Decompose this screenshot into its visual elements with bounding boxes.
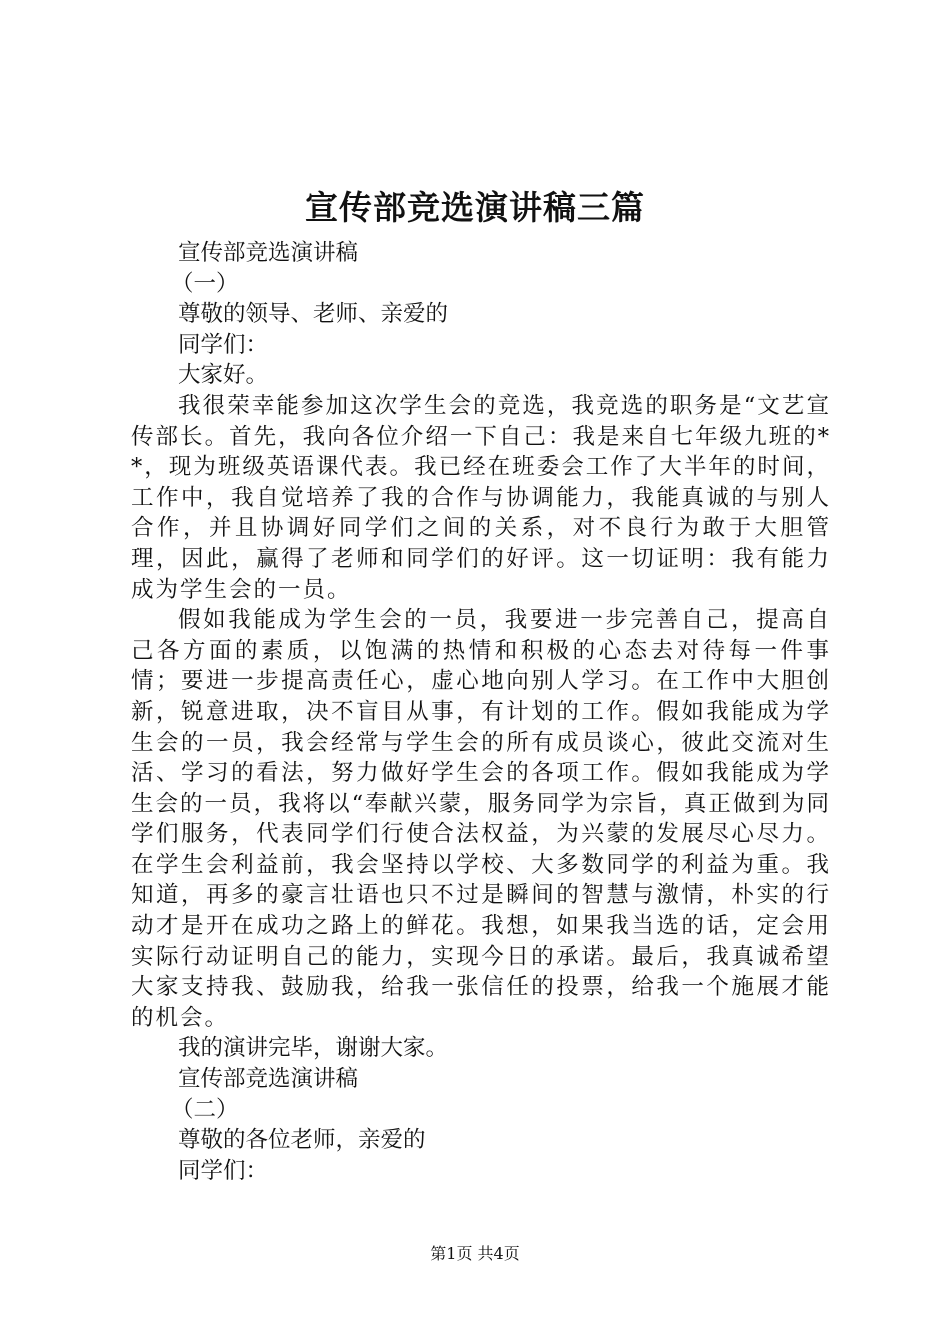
speech-number: （二） bbox=[171, 1096, 239, 1123]
document-body bbox=[131, 238, 831, 1186]
salutation-line: 同学们： bbox=[178, 331, 269, 358]
speech-heading: 宣传部竞选演讲稿 bbox=[178, 240, 359, 266]
page-number-footer: 第1页 共4页 bbox=[430, 1244, 520, 1263]
salutation-line: 尊敬的各位老师，亲爱的 bbox=[178, 1127, 426, 1154]
greeting-line: 大家好。 bbox=[178, 362, 269, 389]
speech-heading: 宣传部竞选演讲稿 bbox=[178, 1066, 359, 1093]
salutation-line: 同学们： bbox=[178, 1157, 269, 1184]
closing-line: 我的演讲完毕，谢谢大家。 bbox=[178, 1035, 449, 1062]
body-paragraph: 假如我能成为学生会的一员，我要进一步完善自己，提高自己各方面的素质，以饱满的热情和积极的心态去对待每一件事情；要进一步提高责任心，虚心地向别人学习。在工作中大胆创新，锐意进取，决不盲目从事，有计划的工作。假如我能成为学生会的一员，我会经常与学生会的所有成员谈心，彼此交流对生活、学习的看法，努力做好学生会的各项工作。假如我能成为学生会的一员，我将以“奉献兴蒙，服务同学为宗旨，真正做到为同学们服务，代表同学们行使合法权益，为兴蒙的发展尽心尽力。在学生会利益前，我会坚持以学校、大多数同学的利益为重。我知道，再多的豪言壮语也只不过是瞬间的智慧与激情，朴实的行动才是开在成功之路上的鲜花。我想，如果我当选的话，定会用实际行动证明自己的能力，实现今日的承诺。最后，我真诚希望大家支持我、鼓励我，给我一张信任的投票，给我一个施展才能的机会。 bbox=[131, 607, 831, 1031]
salutation-line: 尊敬的领导、老师、亲爱的 bbox=[178, 301, 449, 328]
speech-number: （一） bbox=[171, 270, 239, 297]
body-paragraph: 我很荣幸能参加这次学生会的竞选，我竞选的职务是“文艺宣传部长。首先，我向各位介绍一下自己：我是来自七年级九班的**，现为班级英语课代表。我已经在班委会工作了大半年的时间，工作中，我自觉培养了我的合作与协调能力，我能真诚的与别人合作，并且协调好同学们之间的关系，对不良行为敢于大胆管理，因此，赢得了老师和同学们的好评。这一切证明：我有能力成为学生会的一员。 bbox=[131, 392, 831, 603]
document-title: 宣传部竞选演讲稿三篇 bbox=[305, 188, 645, 227]
